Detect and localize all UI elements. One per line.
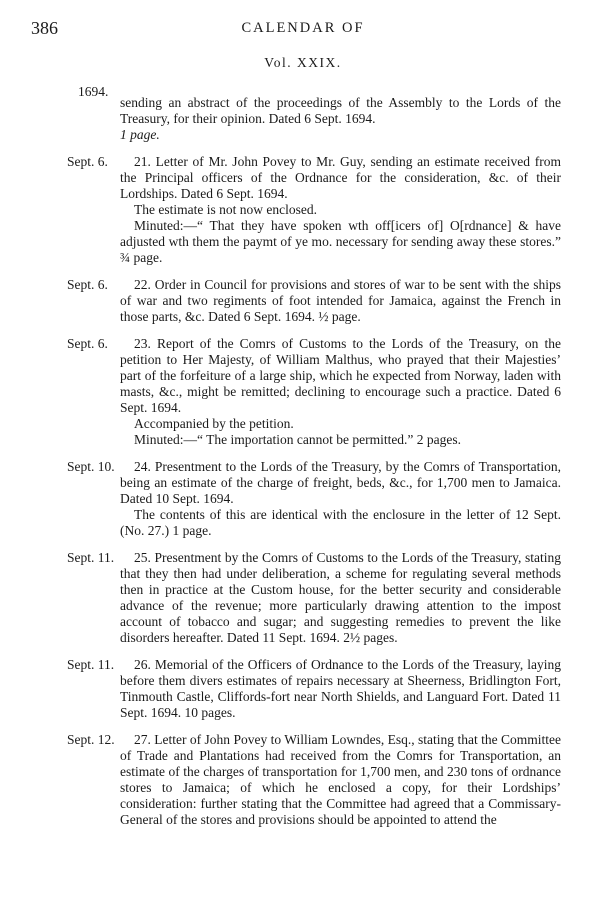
entry-paragraph: Minuted:—“ That they have spoken wth off[icers of] O[rdnance] & have adjusted wth them the paymt of ye mo. necessary for sending away these stores.” ¾ page. <box>120 218 561 265</box>
entry-paragraph: 1 page. <box>120 127 160 142</box>
entry-paragraph: 23. Report of the Comrs of Customs to the Lords of the Treasury, on the petition to Her Majesty, of William Malthus, who prayed that their Majesties’ part of the forfeiture of a large ship, which he expected from Norway, laden with masts, &c., might be remitted; declining to encourage such a practice. Dated 6 Sept. 1694. <box>120 336 561 415</box>
entry-body <box>120 732 561 828</box>
entry-paragraph: The contents of this are identical with the enclosure in the letter of 12 Sept. (No. 27.) 1 page. <box>120 507 561 538</box>
entry-paragraph: 24. Presentment to the Lords of the Treasury, by the Comrs of Transportation, being an estimate of the charge of freight, beds, &c., for 1,700 men to Jamaica. Dated 10 Sept. 1694. <box>120 459 561 506</box>
calendar-entry <box>0 336 606 448</box>
calendar-entry <box>0 657 606 721</box>
calendar-entry <box>0 95 606 143</box>
calendar-entry <box>0 459 606 539</box>
running-title: CALENDAR OF <box>241 20 365 36</box>
entry-body <box>120 550 561 646</box>
calendar-entries <box>0 95 606 839</box>
entry-date: Sept. 11. <box>67 550 115 565</box>
calendar-entry <box>0 277 606 325</box>
entry-paragraph: Minuted:—“ The importation cannot be permitted.” 2 pages. <box>134 432 462 447</box>
entry-paragraph: 22. Order in Council for provisions and stores of war to be sent with the ships of war and two regiments of foot intended for Jamaica, against the French in those parts, &c. Dated 6 Sept. 1694. ½ page. <box>120 277 561 324</box>
volume-heading: Vol. XXIX. <box>264 55 342 70</box>
entry-paragraph: sending an abstract of the proceedings of the Assembly to the Lords of the Treasury, for their opinion. Dated 6 Sept. 1694. <box>120 95 561 126</box>
entry-body <box>120 95 561 143</box>
entry-date: Sept. 6. <box>67 154 108 169</box>
entry-body <box>120 336 561 448</box>
entry-body <box>120 657 561 721</box>
calendar-entry <box>0 154 606 266</box>
entry-body <box>120 459 561 539</box>
entry-paragraph: The estimate is not now enclosed. <box>134 202 317 217</box>
calendar-entry <box>0 732 606 828</box>
entry-paragraph: 25. Presentment by the Comrs of Customs to the Lords of the Treasury, stating that they then had under deliberation, a scheme for regulating several methods then in practice at the Custom house, for the better security and considerable advance of the revenue; more particularly drawing attention to the impost account of tobacco and sugar; and suggesting remedies to prevent the like disorders hereafter. Dated 11 Sept. 1694. 2½ pages. <box>120 550 561 645</box>
entry-body <box>120 277 561 325</box>
entry-date: Sept. 6. <box>67 336 108 351</box>
entry-paragraph: 21. Letter of Mr. John Povey to Mr. Guy, sending an estimate received from the Principal officers of the Ordnance for the consideration, &c. of their Lordships. Dated 6 Sept. 1694. <box>120 154 561 201</box>
entry-body <box>120 154 561 266</box>
entry-date: Sept. 11. <box>67 657 115 672</box>
entry-paragraph: 27. Letter of John Povey to William Lowndes, Esq., stating that the Committee of Trade and Plantations had received from the Comrs for Transportation, an estimate of the charges of transportation for 1,700 men, and 230 tons of ordnance stores to Jamaica; of which he enclosed a copy, for their Lordships’ consideration: further stating that the Committee had agreed that a Commissary-General of the stores and provisions should be appointed to attend the <box>120 732 561 827</box>
page-number: 386 <box>31 18 58 38</box>
year-marker: 1694. <box>78 84 109 99</box>
entry-date: Sept. 10. <box>67 459 115 474</box>
entry-paragraph: 26. Memorial of the Officers of Ordnance to the Lords of the Treasury, laying before them divers estimates of repairs necessary at Sheerness, Bridlington Fort, Tinmouth Castle, Cliffords-fort near North Shields, and Languard Fort. Dated 11 Sept. 1694. 10 pages. <box>120 657 561 720</box>
entry-date: Sept. 6. <box>67 277 108 292</box>
entry-date: Sept. 12. <box>67 732 115 747</box>
calendar-entry <box>0 550 606 646</box>
entry-paragraph: Accompanied by the petition. <box>134 416 294 431</box>
